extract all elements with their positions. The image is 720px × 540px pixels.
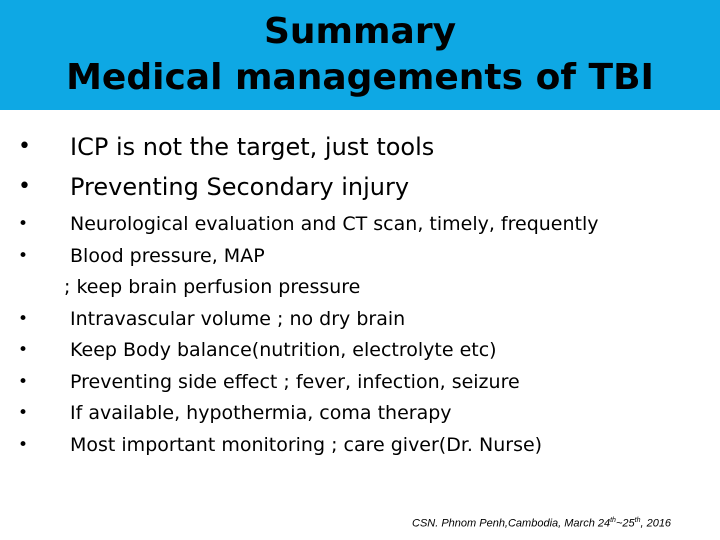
list-item-text: Preventing side effect ; fever, infection, seizure: [70, 370, 520, 393]
slide-title: Summary: [263, 11, 457, 52]
list-item-text: Keep Body balance(nutrition, electrolyte etc): [70, 339, 497, 361]
bullet-icon: •: [18, 371, 29, 392]
list-item-text: ICP is not the target, just tools: [70, 133, 435, 161]
list-item-text: Intravascular volume ; no dry brain: [70, 307, 406, 330]
list-item-text: Blood pressure, MAP: [70, 244, 265, 267]
slide-subtitle: Medical managements of TBI: [66, 57, 654, 98]
bullet-icon: •: [18, 245, 29, 266]
list-item: [0, 367, 720, 399]
detail-points-list: [0, 209, 720, 461]
list-item: [0, 304, 720, 336]
list-item: [0, 335, 720, 367]
list-item-text: If available, hypothermia, coma therapy: [70, 402, 452, 424]
bullet-icon: •: [18, 214, 29, 234]
bullet-icon: •: [18, 434, 29, 455]
list-item-text: Most important monitoring ; care giver(Dr. Nurse): [70, 433, 543, 456]
list-item-text: ; keep brain perfusion pressure: [64, 276, 361, 298]
list-item-text: Neurological evaluation and CT scan, timely, frequently: [70, 213, 599, 235]
list-item: [0, 398, 720, 430]
bullet-icon: •: [18, 134, 31, 159]
main-points-list: [0, 127, 720, 207]
bullet-icon: •: [18, 403, 29, 423]
bullet-icon: •: [18, 174, 31, 199]
bullet-icon: •: [18, 308, 29, 329]
bullet-icon: •: [18, 340, 29, 360]
title-banner: [0, 0, 720, 110]
list-item: [0, 209, 720, 241]
list-item: [0, 127, 720, 167]
list-item-continuation: [0, 272, 720, 304]
list-item-text: Preventing Secondary injury: [70, 173, 410, 201]
list-item: [0, 430, 720, 462]
list-item: [0, 167, 720, 207]
list-item: [0, 241, 720, 273]
footer-note: CSN. Phnom Penh,Cambodia, March 24th~25th, 2016: [412, 517, 672, 530]
